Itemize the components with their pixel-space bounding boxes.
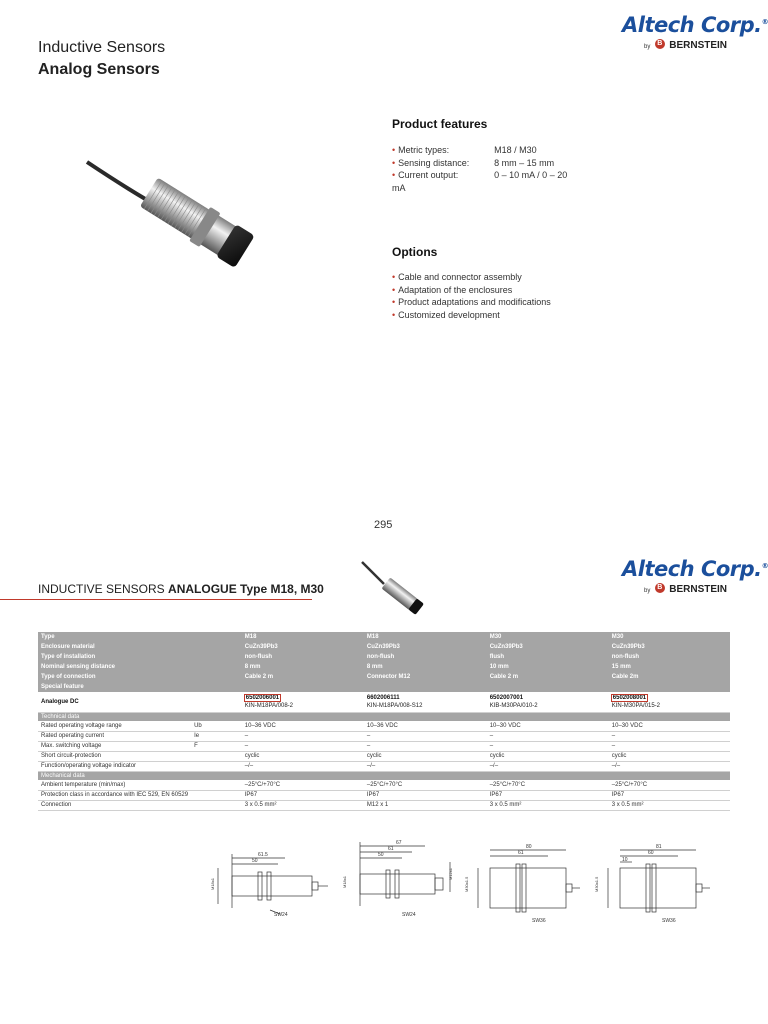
table-cell: non-flush [609,652,730,662]
section-title-bold: ANALOGUE Type M18, M30 [168,582,324,596]
table-cell: CuZn39Pb3 [609,642,730,652]
product-image [85,122,295,292]
table-cell: F [191,741,242,751]
table-cell: 10–30 VDC [487,721,609,731]
table-cell: – [364,731,487,741]
dimension-drawing-1 [210,838,335,933]
table-cell: –25°C/+70°C [487,780,609,790]
option-item: • Customized development [392,309,500,320]
technical-row [38,731,730,741]
table-cell: 10–36 VDC [242,721,364,731]
table-cell: CuZn39Pb3 [364,642,487,652]
table-cell: 3 x 0.5 mm² [609,800,730,810]
technical-row [38,721,730,731]
table-cell: Connector M12 [364,672,487,682]
table-cell: Special feature [38,682,242,692]
spec-table [38,632,730,811]
technical-section-header: Technical data [38,712,730,721]
page-number: 295 [374,519,393,531]
registered-mark: ® [761,562,768,570]
dim-label: M12x1 [448,867,453,880]
option-item: • Cable and connector assembly [392,272,522,282]
option-item: • Adaptation of the enclosures [392,284,513,295]
section-title-plain: INDUCTIVE SENSORS [38,582,169,596]
table-cell: – [487,741,609,751]
order-code-cell: 6502008001 KIN-M30PA/015-2 [609,692,730,712]
section-title [38,582,324,596]
table-cell [364,682,487,692]
header-row [38,642,730,652]
table-cell: Rated operating current [38,731,191,741]
table-cell: Cable 2 m [487,672,609,682]
table-cell [487,682,609,692]
table-cell: Type [38,632,242,642]
table-cell [242,682,364,692]
dim-label: SW24 [402,912,416,918]
partner-name: BERNSTEIN [669,40,728,51]
feature-item-wrap: mA [392,182,406,193]
table-cell: –25°C/+70°C [364,780,487,790]
table-cell: Short circuit-protection [38,751,191,761]
feature-item: • Sensing distance: 8 mm – 15 mm [392,157,555,168]
mechanical-row [38,800,730,810]
table-cell: Enclosure material [38,642,242,652]
table-cell: –/– [364,761,487,771]
table-cell [191,751,242,761]
table-cell: 8 mm [242,662,364,672]
table-cell: Rated operating voltage range [38,721,191,731]
header-row [38,662,730,672]
dim-label: 61.5 [258,852,268,858]
dimension-drawing-3 [464,842,593,932]
feature-item: • Metric types: M18 / M30 [392,145,537,155]
brand-logo [622,10,768,53]
dim-label: SW24 [274,912,288,918]
table-cell: M12 x 1 [364,800,487,810]
table-cell [191,790,242,800]
options-title: Options [392,245,438,259]
table-cell [191,800,242,810]
dimension-drawing-4 [594,842,723,932]
table-cell: – [242,731,364,741]
table-cell: Ub [191,721,242,731]
subcategory-title: Analog Sensors [38,61,160,78]
table-cell [191,780,242,790]
order-label: Analogue DC [38,692,242,712]
technical-row [38,761,730,771]
dim-label: 80 [526,844,532,850]
table-cell: 15 mm [609,662,730,672]
feature-item: • Current output: 0 – 10 mA / 0 – 20 [392,170,568,180]
dim-label: 10 [622,857,628,863]
table-cell: cyclic [242,751,364,761]
brand-name: Altech Corp. [622,13,762,37]
dim-label: M18x1 [210,877,215,890]
dim-label: 60 [648,850,654,856]
table-cell: non-flush [242,652,364,662]
logo-by: by [644,588,651,594]
table-cell: Type of connection [38,672,242,682]
table-cell: CuZn39Pb3 [242,642,364,652]
table-cell: cyclic [364,751,487,761]
table-cell: IP67 [364,790,487,800]
dim-label: 50 [378,852,384,858]
dim-label: SW36 [532,918,546,924]
table-cell: Connection [38,800,191,810]
dim-label: SW36 [662,918,676,924]
table-cell: –/– [487,761,609,771]
dim-label: 61 [518,850,524,856]
table-cell: IP67 [609,790,730,800]
table-cell: – [242,741,364,751]
order-code-row [38,692,730,712]
table-cell: – [609,741,730,751]
table-cell: CuZn39Pb3 [487,642,609,652]
table-cell: –/– [242,761,364,771]
table-cell: M18 [364,632,487,642]
dim-label: M18x1 [342,875,347,888]
table-cell: –/– [609,761,730,771]
registered-mark: ® [761,18,768,26]
table-cell: Type of installation [38,652,242,662]
table-cell: – [364,741,487,751]
order-code-cell: 6502007001 KIB-M30PA/010-2 [487,692,609,712]
options-list [392,271,612,321]
brand-name: Altech Corp. [622,557,762,581]
table-cell: Protection class in accordance with IEC 529, EN 60529 [38,790,191,800]
header-row [38,632,730,642]
table-cell: flush [487,652,609,662]
features-title: Product features [392,117,488,131]
product-thumbnail [360,556,430,618]
dim-label: 67 [396,840,402,846]
mechanical-section-header: Mechanical data [38,771,730,780]
table-cell: cyclic [487,751,609,761]
table-cell: cyclic [609,751,730,761]
table-cell: Cable 2m [609,672,730,682]
dim-label: M30x1.5 [594,876,599,892]
dim-label: 61 [388,846,394,852]
table-cell [191,761,242,771]
table-cell: Function/operating voltage indicator [38,761,191,771]
dim-label: 50 [252,858,258,864]
dim-label: 81 [656,844,662,850]
dim-label: M30x1.5 [464,876,469,892]
technical-row [38,751,730,761]
table-cell: IP67 [487,790,609,800]
option-item: • Product adaptations and modifications [392,297,551,307]
table-cell: 10–36 VDC [364,721,487,731]
table-cell: M18 [242,632,364,642]
header-row [38,652,730,662]
table-cell: Nominal sensing distance [38,662,242,672]
title-underline [0,599,312,600]
table-cell: 8 mm [364,662,487,672]
table-cell: –25°C/+70°C [609,780,730,790]
table-cell [609,682,730,692]
category-title: Inductive Sensors [38,39,166,56]
table-cell: Ie [191,731,242,741]
order-code-cell: 6602006111 KIN-M18PA/008-S12 [364,692,487,712]
table-cell: – [487,731,609,741]
features-list [392,144,592,194]
brand-logo-2 [622,554,768,597]
bernstein-mark-icon: B [655,39,665,49]
bernstein-mark-icon: B [655,583,665,593]
table-cell: Max. switching voltage [38,741,191,751]
table-cell: 3 x 0.5 mm² [487,800,609,810]
mechanical-row [38,790,730,800]
dimension-drawing-2 [340,832,465,932]
table-cell: Ambient temperature (min/max) [38,780,191,790]
table-cell: – [609,731,730,741]
table-cell: M30 [487,632,609,642]
partner-name: BERNSTEIN [669,584,728,595]
table-cell: IP67 [242,790,364,800]
order-code-cell: 6502006001 KIN-M18PA/008-2 [242,692,364,712]
table-cell: M30 [609,632,730,642]
table-cell: non-flush [364,652,487,662]
table-cell: –25°C/+70°C [242,780,364,790]
table-cell: 10–30 VDC [609,721,730,731]
table-cell: 10 mm [487,662,609,672]
header-row [38,682,730,692]
header-row [38,672,730,682]
mechanical-row [38,780,730,790]
table-cell: 3 x 0.5 mm² [242,800,364,810]
technical-row [38,741,730,751]
table-cell: Cable 2 m [242,672,364,682]
logo-by: by [644,44,651,50]
